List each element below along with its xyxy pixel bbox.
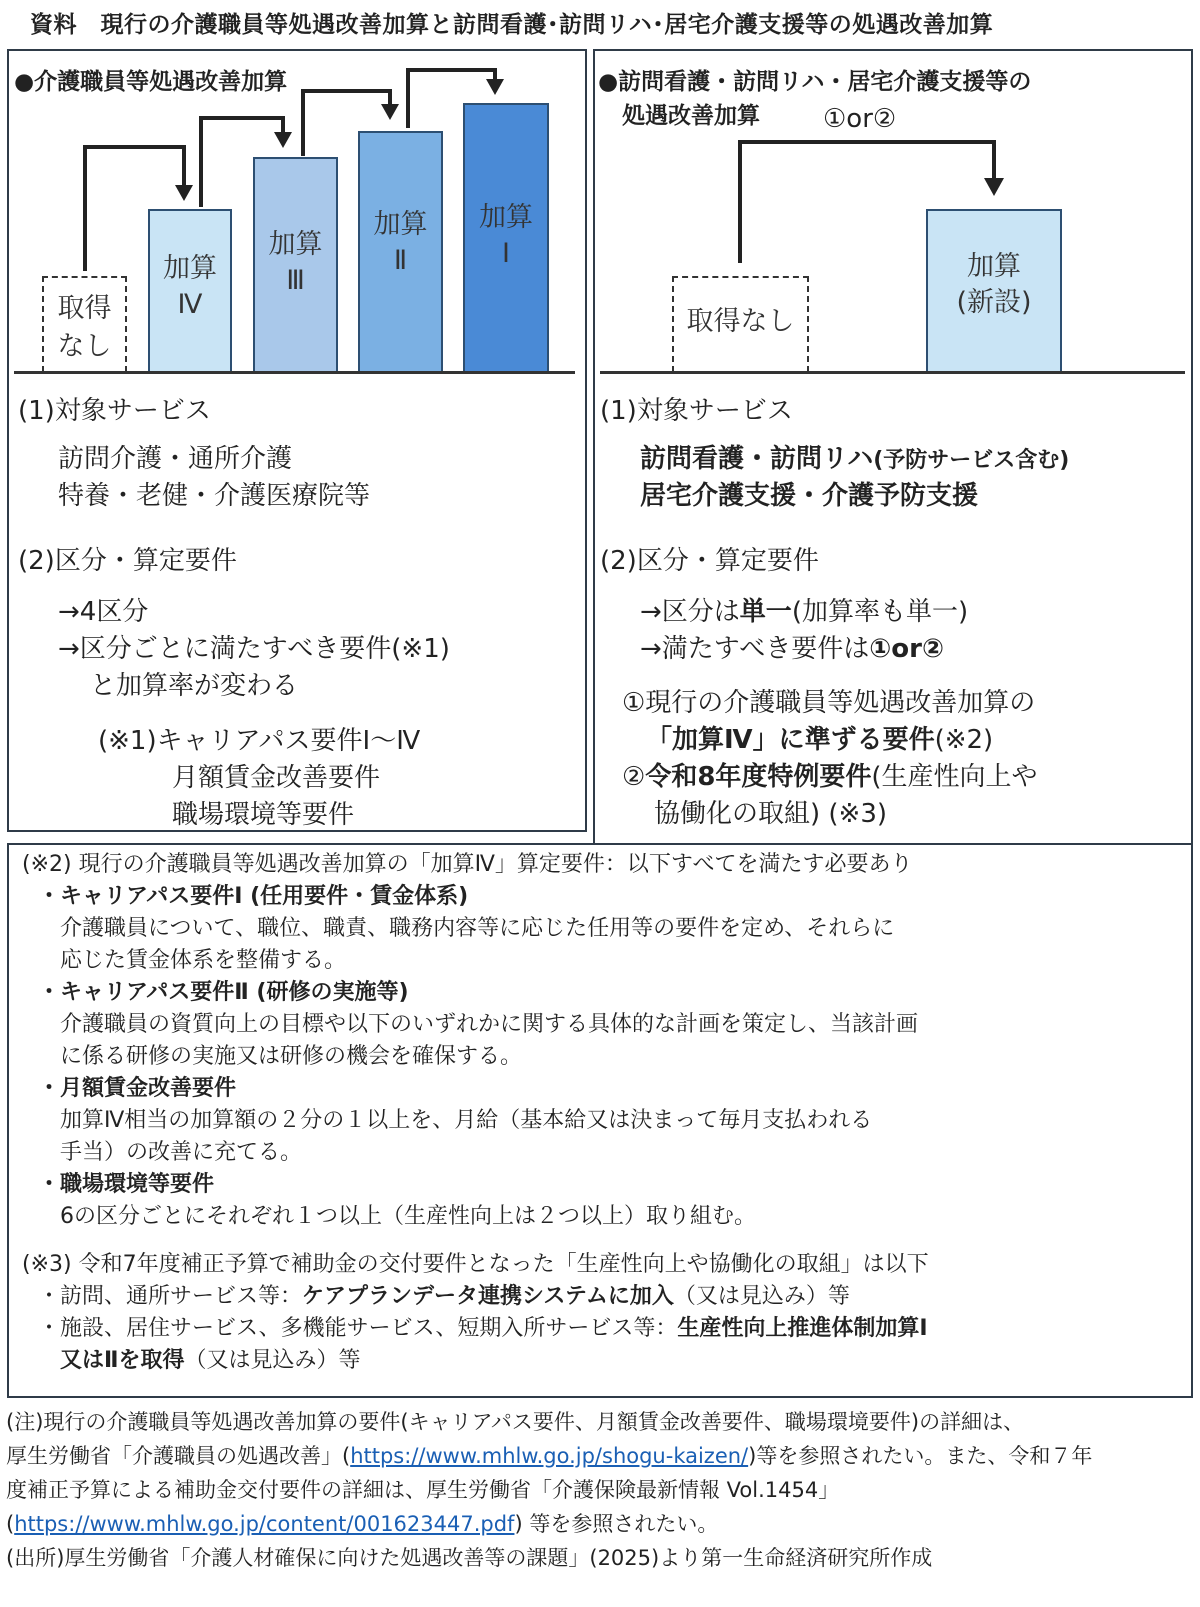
left-baseline <box>14 371 575 374</box>
right-bar-new-line1: 加算 <box>967 251 1021 282</box>
right-req2-prefix: →満たすべき要件は <box>640 634 870 664</box>
left-panel-heading: ●介護職員等処遇改善加算 <box>14 69 288 95</box>
left-section2-label: (2)区分・算定要件 <box>18 546 237 576</box>
left-req-line3: と加算率が変わる <box>90 671 299 701</box>
right-bar-new <box>926 209 1062 372</box>
left-req-line1: →4区分 <box>58 597 149 627</box>
right-section2-label: (2)区分・算定要件 <box>600 546 819 576</box>
note2-item1-line2: 応じた賃金体系を整備する。 <box>60 948 347 973</box>
right-service-line2: 居宅介護支援・介護予防支援 <box>640 481 979 511</box>
left-note1-line3: 職場環境等要件 <box>172 800 355 830</box>
right-req1-bold: 単一 <box>739 597 792 627</box>
note3-l1-prefix: ・訪問、通所サービス等： <box>38 1284 303 1309</box>
note3-l3-suffix: （又は見込み）等 <box>184 1348 361 1373</box>
footer-l2-prefix: 厚生労働省「介護職員の処遇改善」( <box>6 1444 351 1468</box>
note2-heading: (※2) 現行の介護職員等処遇改善加算の「加算Ⅳ」算定要件：以下すべてを満たす必要あり <box>22 852 913 877</box>
right-opt2-bold: 令和8年度特例要件 <box>645 762 872 792</box>
left-req-line2: →区分ごとに満たすべき要件(※1) <box>58 634 450 664</box>
left-section1-label: (1)対象サービス <box>18 396 211 426</box>
bar-kasan-4-line2: Ⅳ <box>177 289 203 320</box>
bar-kasan-3-line2: Ⅲ <box>286 265 305 296</box>
bar-none <box>42 276 127 372</box>
right-opt1-suffix: (※2) <box>934 725 994 755</box>
footer-l4-suffix: ) 等を参照されたい。 <box>514 1512 719 1536</box>
arrowhead-2 <box>381 104 399 120</box>
right-req1-prefix: →区分は <box>640 597 740 627</box>
footer-line3: 度補正予算による補助金交付要件の詳細は、厚生労働省「介護保険最新情報 Vol.1454」 <box>6 1478 840 1502</box>
right-opt2-line1 <box>622 756 1038 793</box>
right-req1-suffix: (加算率も単一) <box>791 597 969 627</box>
footer-link-content-pdf[interactable]: https://www.mhlw.go.jp/content/001623447.pdf <box>14 1512 515 1536</box>
footer-line5: (出所)厚生労働省「介護人材確保に向けた処遇改善等の課題」(2025)より第一生命経済研究所作成 <box>6 1546 933 1570</box>
right-arrow-label: ①or② <box>823 104 897 134</box>
right-service-line1 <box>640 438 1069 475</box>
footer-line4 <box>6 1508 718 1541</box>
note3-line3 <box>60 1346 361 1376</box>
note3-line2 <box>38 1314 928 1344</box>
bar-none-line2: なし <box>57 331 112 362</box>
note3-l1-suffix: （又は見込み）等 <box>673 1284 850 1309</box>
bar-kasan-4 <box>148 209 232 372</box>
bar-kasan-1-line1: 加算 <box>479 202 533 233</box>
note2-item2-line2: に係る研修の実施又は研修の機会を確保する。 <box>60 1044 523 1069</box>
right-panel-heading-line1: ●訪問看護・訪問リハ・居宅介護支援等の <box>598 69 1032 95</box>
bar-none-line1: 取得 <box>57 293 112 324</box>
note3-l2-bold: 生産性向上推進体制加算Ⅰ <box>677 1316 928 1341</box>
left-note1-line1: (※1)キャリアパス要件Ⅰ～Ⅳ <box>98 726 421 756</box>
right-req2-bold: ①or② <box>869 634 944 664</box>
right-req-line2 <box>640 628 944 665</box>
note3-l3-bold: 又はⅡを取得 <box>60 1348 185 1373</box>
right-bar-none-label: 取得なし <box>686 306 795 337</box>
note3-heading: (※3) 令和7年度補正予算で補助金の交付要件となった「生産性向上や協働化の取組」は以下 <box>22 1252 929 1277</box>
arrowhead-4 <box>175 185 193 201</box>
note2-item4-title: ・職場環境等要件 <box>38 1172 215 1197</box>
note2-item2-line1: 介護職員の資質向上の目標や以下のいずれかに関する具体的な計画を策定し、当該計画 <box>60 1012 919 1037</box>
note3-l2-prefix: ・施設、居住サービス、多機能サービス、短期入所サービス等： <box>38 1316 678 1341</box>
note2-item3-line1: 加算Ⅳ相当の加算額の２分の１以上を、月給（基本給又は決まって毎月支払われる <box>60 1108 873 1133</box>
right-opt1-bold: 「加算Ⅳ」に準ずる要件 <box>646 725 935 755</box>
right-opt1-line2 <box>646 719 993 756</box>
right-arrowhead <box>984 178 1004 196</box>
note3-line1 <box>38 1282 850 1312</box>
note2-item1-line1: 介護職員について、職位、職責、職務内容等に応じた任用等の要件を定め、それらに <box>60 916 895 941</box>
right-req-line1 <box>640 591 968 628</box>
footer-line1: (注)現行の介護職員等処遇改善加算の要件(キャリアパス要件、月額賃金改善要件、職場環境要件)の詳細は、 <box>6 1410 1025 1434</box>
right-bar-new-line2: (新設) <box>956 287 1032 318</box>
bar-kasan-1 <box>463 103 549 372</box>
right-opt2-line2: 協働化の取組) (※3) <box>654 799 888 829</box>
note2-item4-line1: 6の区分ごとにそれぞれ１つ以上（生産性向上は２つ以上）取り組む。 <box>60 1204 756 1229</box>
footer-link-shogu-kaizen[interactable]: https://www.mhlw.go.jp/shogu-kaizen/ <box>350 1444 749 1468</box>
bar-kasan-2-line2: Ⅱ <box>393 245 408 276</box>
left-service-line2: 特養・老健・介護医療院等 <box>58 481 371 511</box>
bar-kasan-2 <box>358 131 443 372</box>
arrowhead-3 <box>274 132 292 148</box>
page-title: 資料 現行の介護職員等処遇改善加算と訪問看護･訪問リハ･居宅介護支援等の処遇改善加算 <box>30 12 994 38</box>
right-opt2-suffix: (生産性向上や <box>871 762 1038 792</box>
left-service-line1: 訪問介護・通所介護 <box>58 444 293 474</box>
right-baseline <box>600 371 1185 374</box>
footer-l2-suffix: )等を参照されたい。また、令和７年 <box>748 1444 1093 1468</box>
note2-item2-title: ・キャリアパス要件Ⅱ (研修の実施等) <box>38 980 409 1005</box>
bar-kasan-3-line1: 加算 <box>268 229 323 260</box>
right-section1-label: (1)対象サービス <box>600 396 793 426</box>
bar-kasan-3 <box>253 157 338 372</box>
right-opt2-prefix: ② <box>622 762 646 792</box>
right-panel-heading-line2: 処遇改善加算 <box>622 103 760 129</box>
note3-l1-bold: ケアプランデータ連携システムに加入 <box>302 1284 674 1309</box>
note2-item1-title: ・キャリアパス要件Ⅰ (任用要件・賃金体系) <box>38 884 469 909</box>
left-note1-line2: 月額賃金改善要件 <box>172 763 381 793</box>
right-service-line1-note: (予防サービス含む) <box>873 448 1070 473</box>
bar-kasan-1-line2: Ⅰ <box>502 238 510 269</box>
right-opt1-line1: ①現行の介護職員等処遇改善加算の <box>622 688 1036 718</box>
arrowhead-1 <box>486 79 504 95</box>
footer-line2 <box>6 1440 1092 1473</box>
bar-kasan-2-line1: 加算 <box>373 209 428 240</box>
right-bar-none <box>672 276 809 372</box>
footer-l4-prefix: ( <box>6 1512 15 1536</box>
right-service-line1-main: 訪問看護・訪問リハ <box>640 444 874 474</box>
bar-kasan-4-line1: 加算 <box>163 253 217 284</box>
note2-item3-title: ・月額賃金改善要件 <box>38 1076 237 1101</box>
note2-item3-line2: 手当）の改善に充てる。 <box>60 1140 303 1165</box>
